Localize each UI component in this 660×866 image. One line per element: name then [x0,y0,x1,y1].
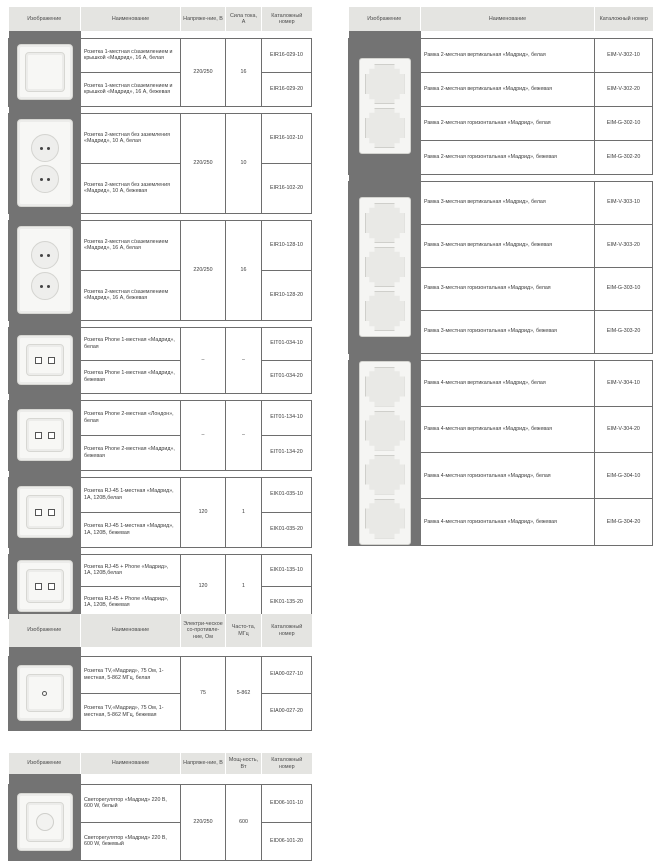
product-name: Розетка 2-местная без заземления «Мадрид», 10 А, белая [81,113,181,163]
voltage-value: 120 [181,554,226,618]
frame-3-image [349,181,421,353]
product-name: Рамка 4-местная вертикальная «Мадрид», бежевая [421,406,595,452]
dimmer-image [9,784,81,860]
product-name: Розетка TV,«Мадрид», 75 Ом, 1-местная, 5-862 МГц, белая [81,656,181,693]
header-catalog: Каталожный номер [262,614,312,647]
product-name: Рамка 3-местная горизонтальная «Мадрид», бежевая [421,310,595,353]
catalog-number: EIK01-135-10 [262,554,312,586]
catalog-number: EIM-V-302-20 [595,72,653,106]
current-value: 1 [226,477,262,547]
tv-socket-image [9,656,81,730]
header-resistance: Электри-ческое со-противле-ние, Ом [181,614,226,647]
catalog-number: EIA00-027-10 [262,656,312,693]
product-name: Розетка Phone 1-местная «Мадрид», бежевая [81,360,181,393]
header-name: Наименование [81,614,181,647]
dimmer-table [8,753,312,861]
product-name: Рамка 4-местная горизонтальная «Мадрид», бежевая [421,499,595,545]
voltage-value: 220/250 [181,38,226,106]
header-voltage: Напряже-ние, В [181,753,226,774]
socket-with-lid-image [9,38,81,106]
coax-icon [42,691,47,696]
current-value: 10 [226,113,262,213]
header-voltage: Напряже-ние, В [181,7,226,31]
dimmer-knob-icon [36,813,54,831]
catalog-number: EIM-G-303-20 [595,310,653,353]
voltage-value: – [181,400,226,470]
product-name: Рамка 4-местная вертикальная «Мадрид», белая [421,360,595,406]
catalog-number: EID06-101-20 [262,822,312,860]
voltage-value: 220/250 [181,784,226,860]
current-value: 16 [226,38,262,106]
catalog-number: EIR10-128-20 [262,270,312,320]
product-name: Розетка Phone 2-местная «Лондон», белая [81,400,181,435]
product-name: Розетка 2-местная с/заземлением «Мадрид», 16 А, белая [81,220,181,270]
catalog-number: EIM-G-302-20 [595,140,653,174]
product-name: Светорегулятор «Мадрид» 220 В, 600 W, белый [81,784,181,822]
header-image: Изображение [9,614,81,647]
double-socket-grounded-image [9,220,81,320]
catalog-number: EIM-G-304-20 [595,499,653,545]
catalog-number: EIR16-102-10 [262,113,312,163]
voltage-value: 220/250 [181,113,226,213]
product-name: Розетка Phone 2-местная «Мадрид», бежевая [81,435,181,470]
resistance-value: 75 [181,656,226,730]
product-name: Рамка 3-местная горизонтальная «Мадрид», белая [421,267,595,310]
catalog-number: EIR16-029-10 [262,38,312,72]
header-catalog: Каталожный номер [262,7,312,31]
phone-socket-double-image [9,400,81,470]
product-name: Розетка 1-местная с/заземлением и крышкой «Мадрид», 16 А, белая [81,38,181,72]
product-name: Розетка RJ-45 + Phone «Мадрид», 1А, 120В,белая [81,554,181,586]
catalog-number: EID06-101-10 [262,784,312,822]
current-value: – [226,400,262,470]
voltage-value: 120 [181,477,226,547]
product-name: Рамка 3-местная вертикальная «Мадрид», бежевая [421,224,595,267]
product-name: Рамка 2-местная горизонтальная «Мадрид», бежевая [421,140,595,174]
current-value: – [226,327,262,393]
product-name: Светорегулятор «Мадрид» 220 В, 600 W, бежевый [81,822,181,860]
voltage-value: – [181,327,226,393]
product-name: Рамка 2-местная горизонтальная «Мадрид», белая [421,106,595,140]
rj45-socket-image [9,477,81,547]
catalog-number: EIK01-035-20 [262,512,312,547]
catalog-number: EIM-G-302-10 [595,106,653,140]
catalog-number: EIM-G-304-10 [595,453,653,499]
catalog-number: EIM-V-303-20 [595,224,653,267]
header-image: Изображение [9,7,81,31]
phone-socket-single-image [9,327,81,393]
catalog-number: EIT01-034-20 [262,360,312,393]
product-name: Рамка 2-местная вертикальная «Мадрид», белая [421,38,595,72]
product-name: Рамка 4-местная горизонтальная «Мадрид», белая [421,453,595,499]
catalog-number: EIT01-034-10 [262,327,312,360]
product-name: Рамка 2-местная вертикальная «Мадрид», бежевая [421,72,595,106]
catalog-number: EIR16-029-20 [262,72,312,106]
rj45-phone-socket-image [9,554,81,618]
header-name: Наименование [81,753,181,774]
power-value: 600 [226,784,262,860]
header-name: Наименование [81,7,181,31]
frequency-value: 5-862 [226,656,262,730]
current-value: 16 [226,220,262,320]
product-name: Розетка RJ-45 + Phone «Мадрид», 1А, 120В, бежевая [81,586,181,618]
tv-socket-table [8,614,312,731]
header-frequency: Часто-та, МГц [226,614,262,647]
catalog-number: EIK01-135-20 [262,586,312,618]
double-socket-image [9,113,81,213]
voltage-value: 220/250 [181,220,226,320]
header-current: Сила тока, А [226,7,262,31]
header-name: Наименование [421,7,595,31]
frame-4-image [349,360,421,545]
product-name: Розетка RJ-45 1-местная «Мадрид», 1А, 120В, бежевая [81,512,181,547]
catalog-number: EIR16-102-20 [262,163,312,213]
catalog-number: EIT01-134-10 [262,400,312,435]
catalog-number: EIM-V-302-10 [595,38,653,72]
catalog-number: EIM-V-304-20 [595,406,653,452]
catalog-number: EIK01-035-10 [262,477,312,512]
header-image: Изображение [9,753,81,774]
catalog-number: EIM-V-303-10 [595,181,653,224]
product-name: Розетка 1-местная с/заземлением и крышкой «Мадрид», 16 А, бежевая [81,72,181,106]
header-catalog: Каталожный номер [262,753,312,774]
product-name: Розетка 2-местная без заземления «Мадрид», 10 А, бежевая [81,163,181,213]
frame-2-image [349,38,421,174]
header-catalog: Каталожный номер [595,7,653,31]
catalog-number: EIM-G-303-10 [595,267,653,310]
product-name: Розетка Phone 1-местная «Мадрид», белая [81,327,181,360]
frames-table [348,7,653,546]
sockets-table [8,7,312,619]
product-name: Розетка RJ-45 1-местная «Мадрид», 1А, 120В,белая [81,477,181,512]
catalog-number: EIT01-134-20 [262,435,312,470]
current-value: 1 [226,554,262,618]
catalog-number: EIA00-027-20 [262,693,312,730]
header-power: Мощ-ность, Вт [226,753,262,774]
catalog-number: EIM-V-304-10 [595,360,653,406]
product-name: Розетка TV,«Мадрид», 75 Ом, 1-местная, 5-862 МГц, бежевая [81,693,181,730]
product-name: Рамка 3-местная вертикальная «Мадрид», белая [421,181,595,224]
catalog-number: EIR10-128-10 [262,220,312,270]
product-name: Розетка 2-местная с/заземлением «Мадрид», 16 А, бежевая [81,270,181,320]
header-image: Изображение [349,7,421,31]
